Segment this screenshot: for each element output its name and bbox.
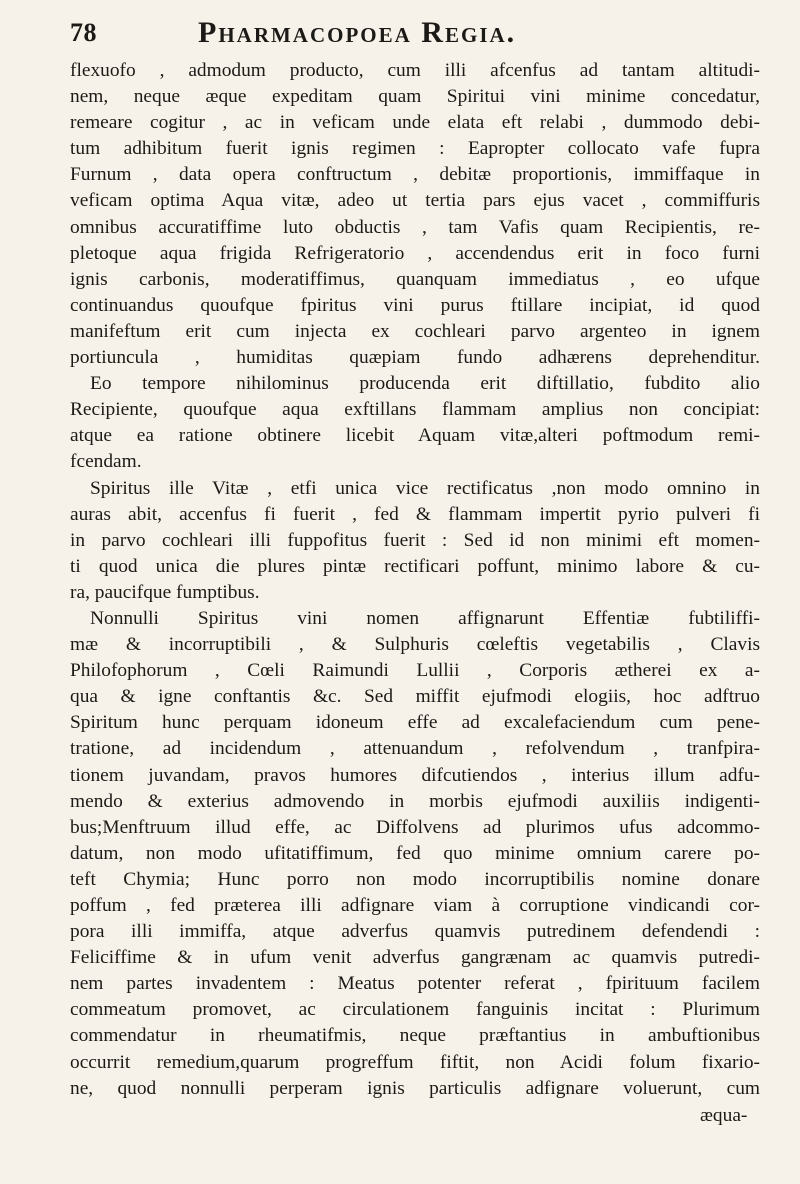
text-line: in parvo cochleari illi fuppofitus fuerit : Sed id non minimi eft momen- xyxy=(70,529,760,551)
text-line: bus;Menftruum illud effe, ac Diffolvens ad plurimos ufus adcommo- xyxy=(70,816,760,838)
text-line: tratione, ad incidendum , attenuandum , refolvendum , tranfpira- xyxy=(70,738,760,760)
text-line: fcendam. xyxy=(70,451,142,473)
text-line: ignis carbonis, moderatiffimus, quanquam immediatus , eo ufque xyxy=(70,268,760,290)
text-line: manifeftum erit cum injecta ex cochleari parvo argenteo in ignem xyxy=(70,320,760,342)
text-line: omnibus accuratiffime luto obductis , tam Vafis quam Recipientis, re- xyxy=(70,216,760,238)
running-title: Pharmacopoea Regia. xyxy=(198,16,517,49)
text-line: datum, non modo ufitatiffimum, fed quo minime omnium carere po- xyxy=(70,842,760,864)
text-line: Furnum , data opera conftructum , debitæ proportionis, immiffaque in xyxy=(70,164,760,186)
running-head xyxy=(70,14,750,54)
page-number: 78 xyxy=(70,18,97,47)
text-line: portiuncula , humiditas quæpiam fundo adhærens deprehenditur. xyxy=(70,347,760,369)
text-line: continuandus quoufque fpiritus vini purus ftillare incipiat, id quod xyxy=(70,294,760,316)
catchword: æqua- xyxy=(700,1105,748,1126)
text-line: teft Chymia; Hunc porro non modo incorruptibilis nomine donare xyxy=(70,868,760,890)
text-line: tionem juvandam, pravos humores difcutiendos , interius illum adfu- xyxy=(70,764,760,786)
text-line: tum adhibitum fuerit ignis regimen : Eapropter collocato vafe fupra xyxy=(70,138,760,160)
text-line: ti quod unica die plures pintæ rectificari poffunt, minimo labore & cu- xyxy=(70,555,760,577)
text-line: Spiritus ille Vitæ , etfi unica vice rectificatus ,non modo omnino in xyxy=(90,477,760,499)
text-line: atque ea ratione obtinere licebit Aquam vitæ,alteri poftmodum remi- xyxy=(70,425,760,447)
text-line: Philofophorum , Cœli Raimundi Lullii , Corporis ætherei ex a- xyxy=(70,660,760,682)
text-line: poffum , fed præterea illi adfignare viam à corruptione vindicandi cor- xyxy=(70,895,760,916)
text-line: nem partes invadentem : Meatus potenter referat , fpirituum facilem xyxy=(70,973,760,995)
text-line: commendatur in rheumatifmis, neque præftantius in ambuftionibus xyxy=(70,1025,760,1047)
text-line: Eo tempore nihilominus producenda erit diftillatio, fubdito alio xyxy=(90,373,760,395)
text-line: Nonnulli Spiritus vini nomen affignarunt Effentiæ fubtiliffi- xyxy=(90,607,760,629)
text-line: Recipiente, quoufque aqua exftillans flammam amplius non concipiat: xyxy=(70,399,760,421)
text-line: flexuofo , admodum producto, cum illi afcenfus ad tantam altitudi- xyxy=(70,60,760,81)
text-line: commeatum promovet, ac circulationem fanguinis incitat : Plurimum xyxy=(70,999,760,1021)
text-line: Feliciffime & in ufum venit adverfus gangrænam ac quamvis putredi- xyxy=(70,947,760,969)
text-line: veficam optima Aqua vitæ, adeo ut tertia pars ejus vacet , commiffuris xyxy=(70,190,760,212)
text-line: mendo & exterius admovendo in morbis ejufmodi auxiliis indigenti- xyxy=(70,790,760,812)
text-line: qua & igne conftantis &c. Sed miffit ejufmodi elogiis, hoc adftruo xyxy=(70,686,760,708)
text-line: nem, neque æque expeditam quam Spiritui vini minime concedatur, xyxy=(70,86,760,108)
text-line: auras abit, accenfus fi fuerit , fed & flammam impertit pyrio pulveri fi xyxy=(70,503,760,525)
text-line: Spiritum hunc perquam idoneum effe ad excalefaciendum cum pene- xyxy=(70,712,760,734)
text-line: remeare cogitur , ac in veficam unde elata eft relabi , dummodo debi- xyxy=(70,112,760,134)
text-line: mæ & incorruptibili , & Sulphuris cœleftis vegetabilis , Clavis xyxy=(70,634,760,656)
text-line: ra, paucifque fumptibus. xyxy=(70,581,260,603)
body-text xyxy=(70,58,760,1102)
text-line: pletoque aqua frigida Refrigeratorio , accendendus erit in foco furni xyxy=(70,242,760,264)
text-line: pora illi immiffa, atque adverfus quamvis putredinem defendendi : xyxy=(70,921,760,943)
text-line: ne, quod nonnulli perperam ignis particulis adfignare voluerunt, cum xyxy=(70,1077,760,1099)
text-line: occurrit remedium,quarum progreffum fiftit, non Acidi folum fixario- xyxy=(70,1051,760,1073)
